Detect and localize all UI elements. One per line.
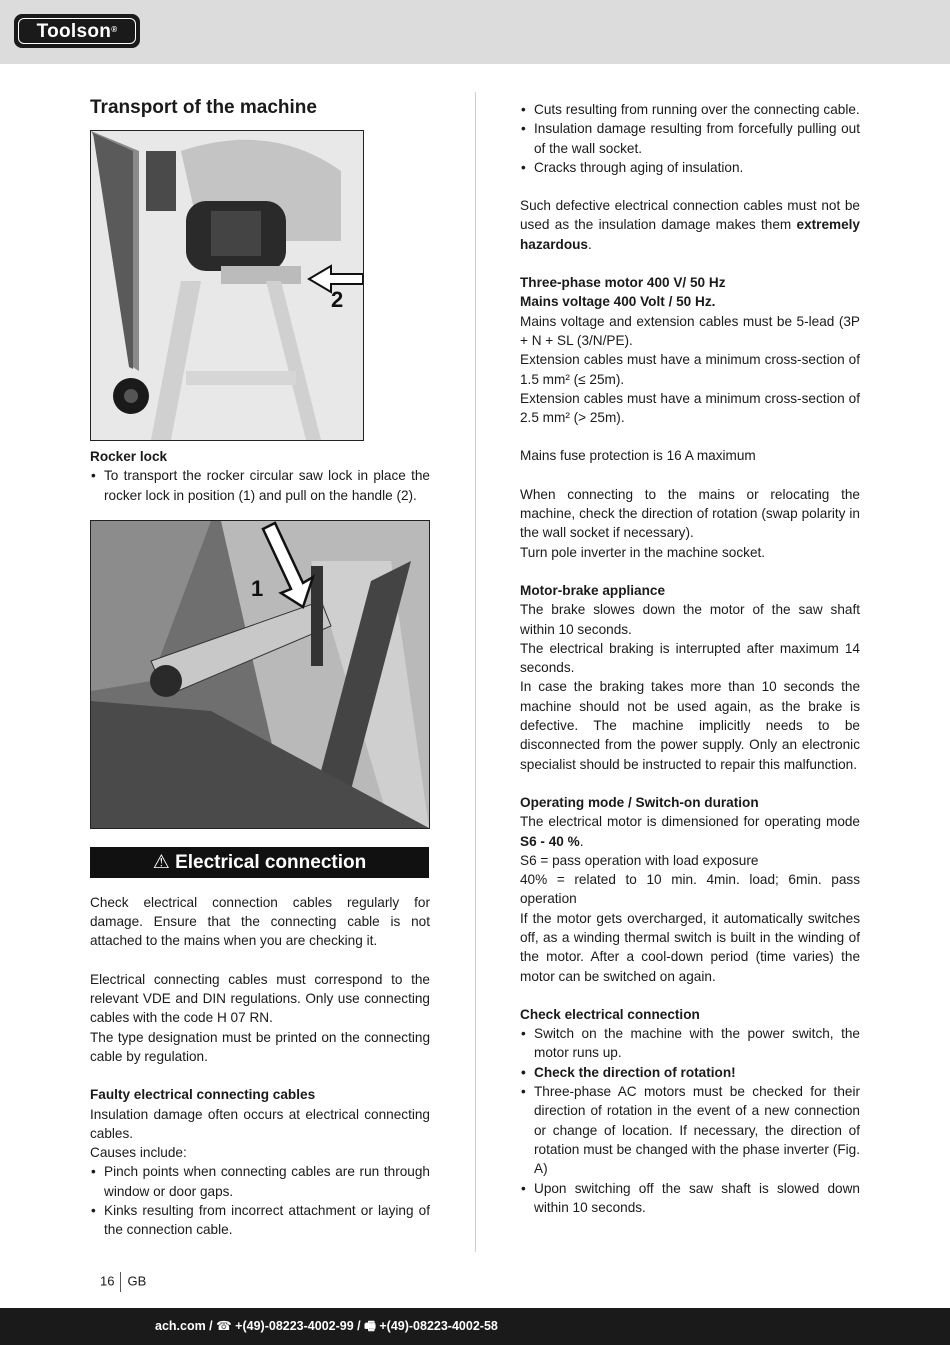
callout-2-label: 2 (331, 287, 344, 312)
operating-mode-paragraph (520, 812, 860, 851)
paragraph: The electrical braking is interrupted after maximum 14 seconds. (520, 640, 860, 676)
damage-list (520, 100, 860, 177)
paragraph: In case the braking takes more than 10 seconds the machine should not be used again, as the brake is defective. The machine implicitly needs to be disconnected from the power supply. Only an electronic specialist should be instructed to repair this malfunction. (520, 679, 860, 772)
motor-heading: Three-phase motor 400 V/ 50 Hz (520, 275, 726, 291)
defect-end: . (587, 236, 592, 252)
list-item: • Kinks resulting from incorrect attachment or laying of the connection cable. (90, 1201, 430, 1240)
paragraph: Mains fuse protection is 16 A maximum (520, 448, 756, 464)
paragraph: 40% = related to 10 min. 4min. load; 6min. pass operation (520, 872, 860, 907)
list-item: • Check the direction of rotation! (520, 1063, 860, 1082)
footer-contact: ach.com / ☎ +(49)-08223-4002-99 / 🖷 +(49)-08223-4002-58 (155, 1319, 498, 1333)
list-item: • Switch on the machine with the power switch, the motor runs up. (520, 1024, 860, 1063)
saw-machine-illustration (91, 131, 363, 440)
page-language: GB (127, 1273, 147, 1289)
section-title: Transport of the machine (90, 97, 317, 118)
column-divider (475, 92, 476, 1252)
rocker-lock-illustration (91, 521, 429, 828)
check-list (520, 1024, 860, 1217)
registered-mark: ® (111, 25, 118, 34)
brake-heading: Motor-brake appliance (520, 582, 666, 598)
electrical-connection-banner: ⚠ Electrical connection (90, 847, 429, 878)
defect-paragraph (520, 196, 860, 254)
op-bold-text: S6 - 40 % (520, 833, 580, 849)
paragraph: Check electrical connection cables regularly for damage. Ensure that the connecting cable is not attached to the mains when you are checking it. (90, 894, 430, 949)
left-column (90, 96, 430, 1240)
list-item: • Three-phase AC motors must be checked for their direction of rotation in the event of a new connection or change of location. If necessary, the direction of rotation must be changed with the phase inverter (Fig. A) (520, 1082, 860, 1178)
causes-label: Causes include: (90, 1145, 187, 1161)
operating-mode-heading: Operating mode / Switch-on duration (520, 794, 759, 810)
page-number-value: 16 (100, 1273, 115, 1289)
rocker-heading: Rocker lock (90, 449, 168, 464)
list-item: • Upon switching off the saw shaft is slowed down within 10 seconds. (520, 1179, 860, 1218)
logo-text: Toolson (36, 21, 112, 42)
list-item: • Pinch points when connecting cables are run through window or door gaps. (90, 1162, 430, 1201)
causes-list (90, 1162, 430, 1239)
defect-text: Such defective electrical connection cables must not be used as the insulation damage makes them (520, 198, 860, 233)
list-item: • Insulation damage resulting from forcefully pulling out of the wall socket. (520, 119, 860, 158)
paragraph: Extension cables must have a minimum cross-section of 1.5 mm² (≤ 25m). (520, 352, 860, 387)
list-item: • Cracks through aging of insulation. (520, 158, 860, 177)
toolson-logo (14, 14, 140, 48)
op-text: The electrical motor is dimensioned for operating mode (520, 814, 860, 830)
rocker-list (90, 466, 430, 505)
page-header (0, 0, 950, 64)
paragraph: The type designation must be printed on the connecting cable by regulation. (90, 1029, 430, 1064)
list-item: • Cuts resulting from running over the connecting cable. (520, 100, 860, 119)
page-number (100, 1272, 146, 1292)
paragraph: Extension cables must have a minimum cross-section of 2.5 mm² (> 25m). (520, 390, 860, 426)
check-connection-heading: Check electrical connection (520, 1006, 700, 1022)
paragraph: If the motor gets overcharged, it automatically switches off, as a winding thermal switch is built in the winding of the motor. After a cool-down period (time varies) the motor can be switched on again. (520, 910, 860, 984)
list-item: • To transport the rocker circular saw lock in place the rocker lock in position (1) and pull on the handle (2). (90, 466, 430, 505)
machine-photo (90, 130, 364, 441)
paragraph: Electrical connecting cables must correspond to the relevant VDE and DIN regulations. Only use connecting cables with the code H 07 RN. (90, 971, 430, 1026)
paragraph: Insulation damage often occurs at electrical connecting cables. (90, 1106, 430, 1141)
rocker-lock-photo (90, 520, 430, 829)
defect-bold-text: extremely hazardous (520, 217, 860, 252)
paragraph: Turn pole inverter in the machine socket. (520, 544, 766, 560)
paragraph: When connecting to the mains or relocating the machine, check the direction of rotation (swap polarity in the wall socket if necessary). (520, 486, 860, 541)
faulty-cables-heading: Faulty electrical connecting cables (90, 1087, 316, 1103)
mains-heading: Mains voltage 400 Volt / 50 Hz. (520, 294, 716, 310)
callout-1-label: 1 (251, 575, 264, 601)
paragraph: The brake slowes down the motor of the saw shaft within 10 seconds. (520, 602, 860, 637)
paragraph: S6 = pass operation with load exposure (520, 852, 759, 868)
paragraph: Mains voltage and extension cables must be 5-lead (3P + N + SL (3/N/PE). (520, 313, 860, 348)
page-footer (0, 1308, 950, 1345)
right-column (520, 100, 860, 1217)
op-end: . (579, 833, 584, 849)
